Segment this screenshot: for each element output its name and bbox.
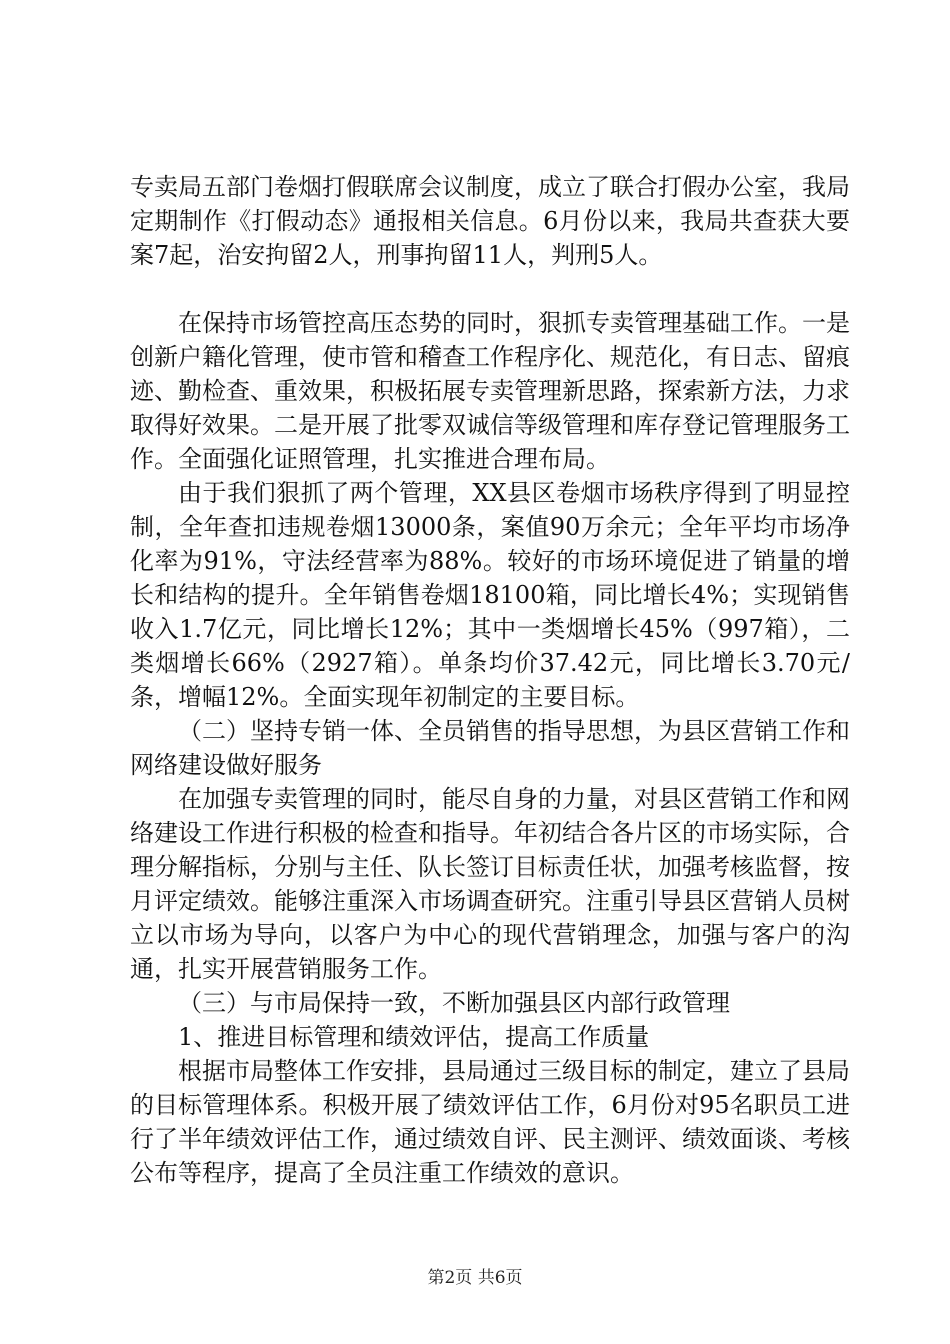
paragraph-performance-evaluation: 根据市局整体工作安排，县局通过三级目标的制定，建立了县局的目标管理体系。积极开展了绩效评估工作，6月份对95名职员工进行了半年绩效评估工作，通过绩效自评、民主测评、绩效面谈、考核公布等程序，提高了全员注重工作绩效的意识。 — [130, 1057, 850, 1187]
section-heading-2: （二）坚持专销一体、全员销售的指导思想，为县区营销工作和网络建设做好服务 — [130, 717, 850, 779]
subsection-heading-1: 1、推进目标管理和绩效评估，提高工作质量 — [178, 1023, 650, 1051]
paragraph-monopoly-management: 在保持市场管控高压态势的同时，狠抓专卖管理基础工作。一是创新户籍化管理，使市管和稽查工作程序化、规范化，有日志、留痕迹、勤检查、重效果，积极拓展专卖管理新思路，探索新方法，力求取得好效果。二是开展了批零双诚信等级管理和库存登记管理服务工作。全面强化证照管理，扎实推进合理布局。 — [130, 309, 850, 473]
document-body — [130, 170, 850, 1190]
section-heading-3: （三）与市局保持一致，不断加强县区内部行政管理 — [178, 989, 730, 1017]
page-number-footer: 第2页 共6页 — [427, 1268, 523, 1288]
paragraph-anti-counterfeit-results: 专卖局五部门卷烟打假联席会议制度，成立了联合打假办公室，我局定期制作《打假动态》通报相关信息。6月份以来，我局共查获大要案7起，治安拘留2人，刑事拘留11人，判刑5人。 — [130, 173, 850, 269]
paragraph-marketing-support: 在加强专卖管理的同时，能尽自身的力量，对县区营销工作和网络建设工作进行积极的检查和指导。年初结合各片区的市场实际，合理分解指标，分别与主任、队长签订目标责任状，加强考核监督，按月评定绩效。能够注重深入市场调查研究。注重引导县区营销人员树立以市场为导向，以客户为中心的现代营销理念，加强与客户的沟通，扎实开展营销服务工作。 — [130, 785, 850, 983]
paragraph-market-results: 由于我们狠抓了两个管理，XX县区卷烟市场秩序得到了明显控制，全年查扣违规卷烟13000条，案值90万余元；全年平均市场净化率为91%，守法经营率为88%。较好的市场环境促进了销量的增长和结构的提升。全年销售卷烟18100箱，同比增长4%；实现销售收入1.7亿元，同比增长12%；其中一类烟增长45%（997箱），二类烟增长66%（2927箱）。单条均价37.42元，同比增长3.70元/条，增幅12%。全面实现年初制定的主要目标。 — [130, 479, 850, 711]
